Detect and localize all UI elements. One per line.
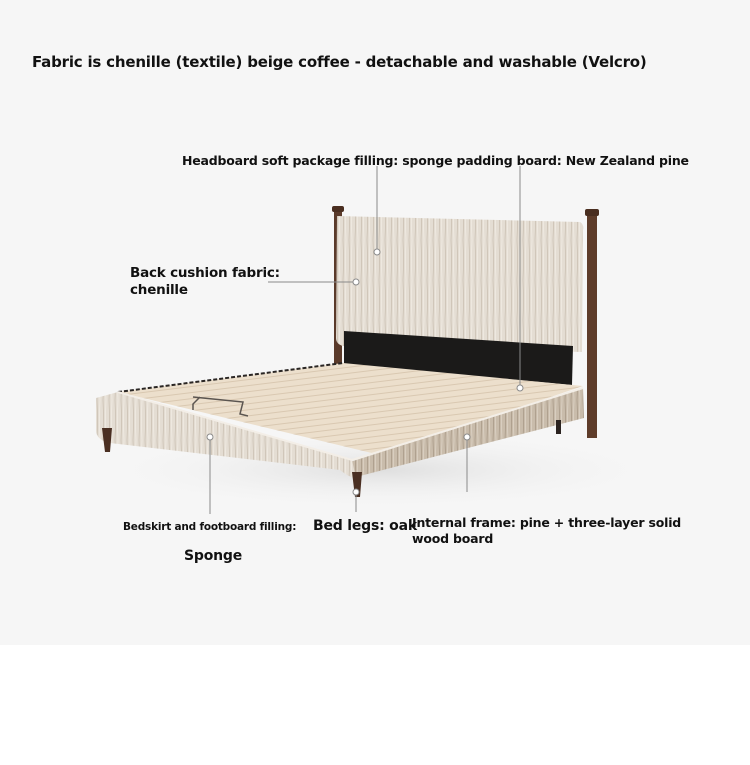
- back-cushion-callout-dot: [353, 279, 359, 285]
- frame-callout-dot: [464, 434, 470, 440]
- back-cushion-callout: [130, 265, 280, 299]
- sponge-callout: Sponge: [184, 548, 243, 564]
- legs-callout: Bed legs: oak: [313, 518, 417, 534]
- legs-callout-dot: [353, 489, 359, 495]
- bedskirt-callout-dot: [207, 434, 213, 440]
- back-cushion-line1: Back cushion fabric:: [130, 265, 280, 281]
- page-title: Fabric is chenille (textile) beige coffee - detachable and washable (Velcro): [32, 53, 647, 71]
- headboard-callout: Headboard soft package filling: sponge padding board: New Zealand pine: [182, 153, 689, 168]
- frame-line1: Internal frame: pine + three-layer solid: [412, 515, 682, 530]
- back-cushion-line2: chenille: [130, 282, 188, 298]
- frame-line2: wood board: [412, 531, 494, 546]
- headboard-callout-dot: [374, 249, 380, 255]
- bedskirt-callout: Bedskirt and footboard filling:: [123, 521, 297, 533]
- frame-board-callout-dot: [517, 385, 523, 391]
- right-post: [587, 214, 597, 438]
- frame-callout: [412, 515, 681, 547]
